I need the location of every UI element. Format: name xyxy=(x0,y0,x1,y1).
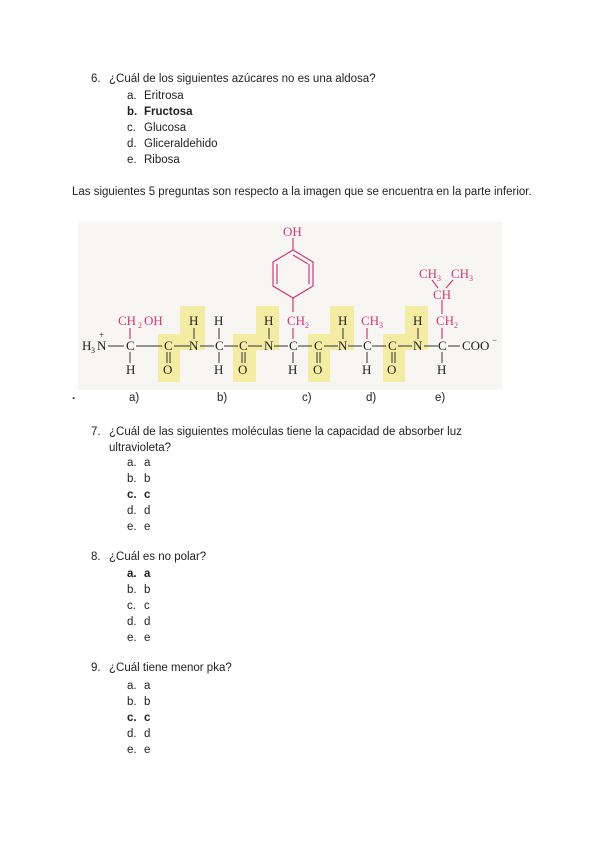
question-number: 8. xyxy=(91,551,101,563)
svg-text:CH: CH xyxy=(118,313,137,328)
option-e[interactable]: e. e xyxy=(127,632,151,644)
q8-options xyxy=(127,566,150,646)
svg-text:2: 2 xyxy=(138,321,142,330)
intro-paragraph: Las siguientes 5 preguntas son respecto a la imagen que se encuentra en la parte inferior. xyxy=(72,186,532,198)
svg-text:N: N xyxy=(264,338,274,353)
label-d: d) xyxy=(366,392,377,404)
option-e[interactable]: e. Ribosa xyxy=(127,154,180,166)
question-text: ¿Cuál tiene menor pka? xyxy=(109,662,232,674)
svg-text:H: H xyxy=(437,362,447,377)
svg-text:C: C xyxy=(289,338,298,353)
svg-text:N: N xyxy=(413,338,423,353)
svg-text:2: 2 xyxy=(454,321,458,330)
svg-text:C: C xyxy=(314,338,323,353)
option-b-selected[interactable]: b. Fructosa xyxy=(127,106,193,118)
option-a[interactable]: a. Eritrosa xyxy=(127,90,184,102)
option-a[interactable]: a. a xyxy=(127,457,151,469)
option-d[interactable]: d. d xyxy=(127,616,151,628)
svg-text:H: H xyxy=(338,313,348,328)
svg-text:C: C xyxy=(363,338,372,353)
option-e[interactable]: e. e xyxy=(127,521,151,533)
svg-text:COO: COO xyxy=(462,338,490,353)
svg-text:H: H xyxy=(189,313,199,328)
svg-text:CH: CH xyxy=(451,266,470,281)
svg-text:3: 3 xyxy=(437,274,441,283)
svg-text:C: C xyxy=(239,338,248,353)
svg-text:CH: CH xyxy=(436,313,455,328)
q9-options xyxy=(127,678,150,758)
svg-text:OH: OH xyxy=(283,224,302,239)
svg-text:O: O xyxy=(313,362,323,377)
svg-text:N: N xyxy=(97,338,107,353)
option-a[interactable]: a. a xyxy=(127,680,151,692)
peptide-diagram xyxy=(78,222,502,390)
svg-text:+: + xyxy=(99,330,105,340)
svg-text:C: C xyxy=(164,338,173,353)
stray-dot: . xyxy=(72,390,76,402)
question-text-line1: ¿Cuál de las siguientes moléculas tiene la capacidad de absorber luz xyxy=(109,426,462,438)
option-d[interactable]: d. d xyxy=(127,505,151,517)
svg-text:2: 2 xyxy=(305,321,309,330)
svg-text:H: H xyxy=(214,362,224,377)
question-6 xyxy=(91,73,376,85)
svg-text:O: O xyxy=(163,362,173,377)
label-e: e) xyxy=(435,392,446,404)
svg-text:C: C xyxy=(126,338,135,353)
svg-text:H: H xyxy=(288,362,298,377)
question-text-line2: ultravioleta? xyxy=(109,442,172,454)
option-b[interactable]: b. b xyxy=(127,473,151,485)
svg-text:C: C xyxy=(438,338,447,353)
svg-text:H: H xyxy=(126,362,136,377)
svg-text:N: N xyxy=(338,338,348,353)
q6-options xyxy=(127,88,218,168)
option-d[interactable]: d. Gliceraldehido xyxy=(127,138,218,150)
svg-text:H: H xyxy=(82,338,92,353)
question-number: 7. xyxy=(91,426,101,438)
option-d[interactable]: d. d xyxy=(127,728,151,740)
option-c-selected[interactable]: c. c xyxy=(127,489,151,501)
svg-text:H: H xyxy=(264,313,274,328)
svg-text:O: O xyxy=(387,362,397,377)
svg-text:C: C xyxy=(388,338,397,353)
svg-text:H: H xyxy=(362,362,372,377)
question-number: 6. xyxy=(91,73,101,85)
question-9 xyxy=(91,662,232,674)
label-a: a) xyxy=(129,392,140,404)
question-7 xyxy=(91,424,462,456)
svg-text:N: N xyxy=(189,338,199,353)
option-c-selected[interactable]: c. c xyxy=(127,712,151,724)
svg-text:−: − xyxy=(492,335,498,345)
question-number: 9. xyxy=(91,662,101,674)
svg-text:3: 3 xyxy=(469,274,473,283)
option-b[interactable]: b. b xyxy=(127,584,151,596)
diagram-labels xyxy=(0,392,600,408)
option-b[interactable]: b. b xyxy=(127,696,151,708)
svg-text:3: 3 xyxy=(91,346,95,355)
option-c[interactable]: c. c xyxy=(127,600,150,612)
svg-text:OH: OH xyxy=(144,313,163,328)
question-text: ¿Cuál de los siguientes azúcares no es una aldosa? xyxy=(109,73,376,85)
svg-text:CH: CH xyxy=(419,266,438,281)
option-e[interactable]: e. e xyxy=(127,744,151,756)
svg-text:C: C xyxy=(215,338,224,353)
svg-text:O: O xyxy=(238,362,248,377)
svg-text:CH: CH xyxy=(361,313,380,328)
svg-text:CH: CH xyxy=(287,313,306,328)
option-a-selected[interactable]: a. a xyxy=(127,568,151,580)
svg-text:3: 3 xyxy=(379,321,383,330)
question-text: ¿Cuál es no polar? xyxy=(109,551,207,563)
question-8 xyxy=(91,551,206,563)
svg-text:H: H xyxy=(214,313,224,328)
label-b: b) xyxy=(217,392,228,404)
svg-text:H: H xyxy=(413,313,423,328)
option-c[interactable]: c. Glucosa xyxy=(127,122,187,134)
q7-options xyxy=(127,455,150,535)
label-c: c) xyxy=(302,392,312,404)
svg-text:CH: CH xyxy=(433,287,452,302)
